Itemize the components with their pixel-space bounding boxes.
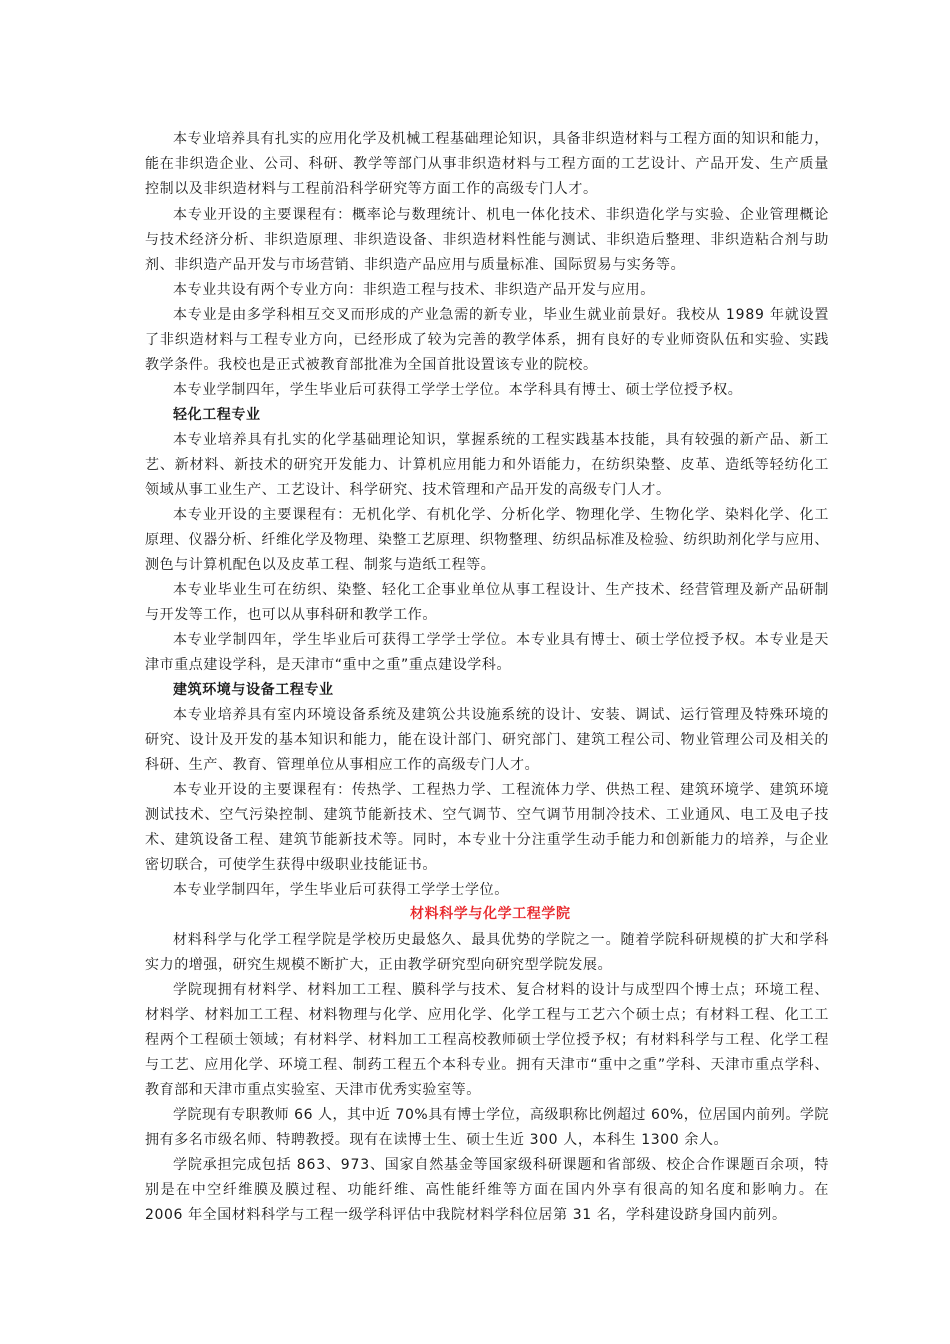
text-line: 2006 年全国材料科学与工程一级学科评估中我院材料学科位居第 31 名，学科建设跻身国内前列。 (145, 1207, 787, 1223)
text-line: 本专业学制四年，学生毕业后可获得工学学士学位。本学科具有博士、硕士学位授予权。 (173, 382, 743, 398)
text-line: 艺、新材料、新技术的研究开发能力、计算机应用能力和外语能力，在纺织染整、皮革、造纸等轻纺化工 (145, 457, 830, 473)
text-line: 了非织造材料与工程专业方向，已经形成了较为完善的教学体系，拥有良好的专业师资队伍和实验、实践 (145, 332, 830, 348)
text-line: 控制以及非织造材料与工程前沿科学研究等方面工作的高级专门人才。 (145, 181, 598, 197)
text-line: 教学条件。我校也是正式被教育部批准为全国首批设置该专业的院校。 (145, 357, 598, 373)
text-line: 材料科学与化学工程学院是学校历史最悠久、最具优势的学院之一。随着学院科研规模的扩大和学科 (173, 932, 830, 948)
text-line: 与开发等工作，也可以从事科研和教学工作。 (145, 607, 437, 623)
text-line: 本专业开设的主要课程有：概率论与数理统计、机电一体化技术、非织造化学与实验、企业管理概论 (173, 207, 830, 223)
text-line: 拥有多名市级名师、特聘教授。现有在读博士生、硕士生近 300 人，本科生 1300 余人。 (145, 1132, 729, 1148)
text-line: 原理、仪器分析、纤维化学及物理、染整工艺原理、织物整理、纺织品标准及检验、纺织助剂化学与应用、 (145, 532, 829, 548)
text-line: 术、建筑设备工程、建筑节能新技术等。同时，本专业十分注重学生动手能力和创新能力的培养，与企业 (145, 832, 830, 848)
section-heading: 轻化工程专业 (173, 407, 261, 423)
text-line: 密切联合，可使学生获得中级职业技能证书。 (145, 857, 437, 873)
text-line: 测色与计算机配色以及皮革工程、制浆与造纸工程等。 (145, 557, 496, 573)
text-line: 能在非织造企业、公司、科研、教学等部门从事非织造材料与工程方面的工艺设计、产品开发、生产质量 (145, 156, 830, 172)
text-line: 本专业培养具有扎实的化学基础理论知识，掌握系统的工程实践基本技能，具有较强的新产品、新工 (173, 432, 830, 448)
text-line: 别是在中空纤维膜及膜过程、功能纤维、高性能纤维等方面在国内外享有很高的知名度和影响力。在 (145, 1182, 830, 1198)
text-line: 研究、设计及开发的基本知识和能力，能在设计部门、研究部门、建筑工程公司、物业管理公司及相关的 (145, 732, 830, 748)
text-line: 本专业是由多学科相互交叉而形成的产业急需的新专业，毕业生就业前景好。我校从 1989 年就设置 (173, 307, 830, 323)
text-line: 津市重点建设学科，是天津市“重中之重”重点建设学科。 (145, 657, 512, 673)
text-line: 领域从事工业生产、工艺设计、科学研究、技术管理和产品开发的高级专门人才。 (145, 482, 671, 498)
text-line: 与工艺、应用化学、环境工程、制药工程五个本科专业。拥有天津市“重中之重”学科、天津市重点学科、 (145, 1057, 830, 1073)
text-line: 本专业学制四年，学生毕业后可获得工学学士学位。本专业具有博士、硕士学位授予权。本专业是天 (173, 632, 830, 648)
text-line: 本专业培养具有扎实的应用化学及机械工程基础理论知识，具备非织造材料与工程方面的知识和能力， (173, 131, 829, 147)
text-line: 学院现拥有材料学、材料加工工程、膜科学与技术、复合材料的设计与成型四个博士点；环境工程、 (173, 982, 830, 998)
text-line: 本专业毕业生可在纺织、染整、轻化工企事业单位从事工程设计、生产技术、经营管理及新产品研制 (173, 582, 830, 598)
text-line: 材料学、材料加工工程、材料物理与化学、应用化学、化学工程与工艺六个硕士点；有材料工程、化工工 (145, 1007, 830, 1023)
text-line: 剂、非织造产品开发与市场营销、非织造产品应用与质量标准、国际贸易与实务等。 (145, 257, 686, 273)
text-line: 学院现有专职教师 66 人，其中近 70%具有博士学位，高级职称比例超过 60%，位居国内前列。学院 (173, 1107, 829, 1123)
text-line: 本专业共设有两个专业方向：非织造工程与技术、非织造产品开发与应用。 (173, 282, 655, 298)
text-line: 测试技术、空气污染控制、建筑节能新技术、空气调节、空气调节用制冷技术、工业通风、电工及电子技 (145, 807, 830, 823)
text-line: 本专业培养具有室内环境设备系统及建筑公共设施系统的设计、安装、调试、运行管理及特殊环境的 (173, 707, 830, 723)
text-line: 本专业学制四年，学生毕业后可获得工学学士学位。 (173, 882, 509, 898)
text-line: 本专业开设的主要课程有：传热学、工程热力学、工程流体力学、供热工程、建筑环境学、建筑环境 (173, 782, 830, 798)
text-line: 科研、生产、教育、管理单位从事相应工作的高级专门人才。 (145, 757, 540, 773)
text-line: 教育部和天津市重点实验室、天津市优秀实验室等。 (145, 1082, 481, 1098)
text-line: 本专业开设的主要课程有：无机化学、有机化学、分析化学、物理化学、生物化学、染料化学、化工 (173, 507, 830, 523)
text-line: 与技术经济分析、非织造原理、非织造设备、非织造材料性能与测试、非织造后整理、非织造粘合剂与助 (145, 232, 830, 248)
section-heading: 建筑环境与设备工程专业 (173, 682, 334, 698)
text-line: 学院承担完成包括 863、973、国家自然基金等国家级科研课题和省部级、校企合作课题百余项，特 (173, 1157, 830, 1173)
text-line: 程两个工程硕士领域；有材料学、材料加工工程高校教师硕士学位授予权；有材料科学与工程、化学工程 (145, 1032, 830, 1048)
text-line: 实力的增强，研究生规模不断扩大，正由教学研究型向研究型学院发展。 (145, 957, 613, 973)
college-title: 材料科学与化学工程学院 (410, 906, 571, 922)
